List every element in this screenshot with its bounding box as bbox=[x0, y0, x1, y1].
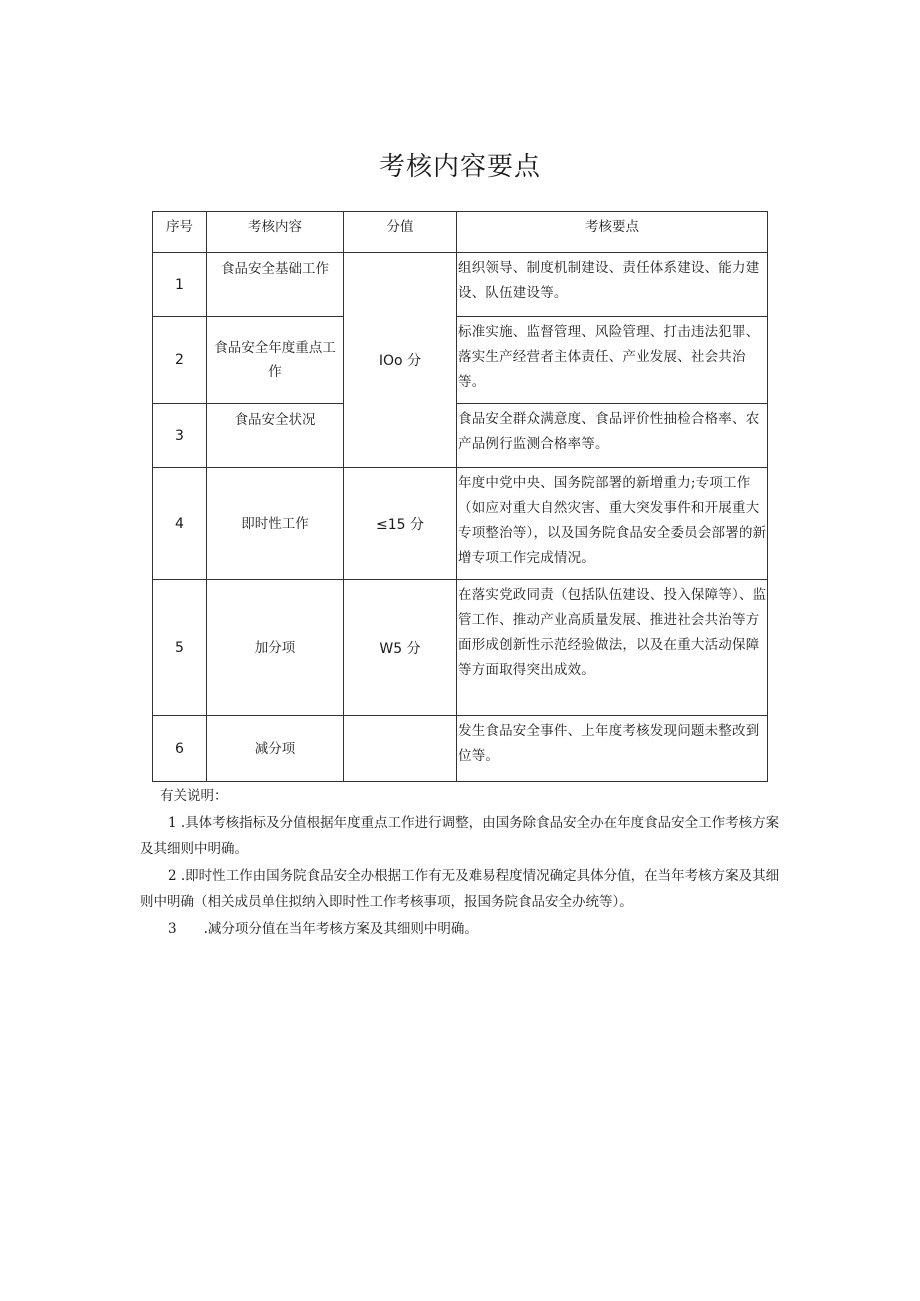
row-score bbox=[344, 716, 457, 782]
row-points: 发生食品安全事件、上年度考核发现问题未整改到位等。 bbox=[457, 716, 768, 782]
note-item: 1 .具体考核指标及分值根据年度重点工作进行调整，由国务除食品安全办在年度食品安全工作考核方案及其细则中明确。 bbox=[140, 814, 780, 857]
row-content: 减分项 bbox=[207, 716, 344, 782]
row-score: W5 分 bbox=[344, 580, 457, 716]
notes-section bbox=[140, 783, 785, 942]
header-score: 分值 bbox=[344, 212, 457, 253]
table-row bbox=[153, 317, 768, 404]
table-header-row bbox=[153, 212, 768, 253]
notes-label: 有关说明： bbox=[160, 788, 228, 804]
row-points: 年度中党中央、国务院部署的新增重力;专项工作（如应对重大自然灾害、重大突发事件和开展重大专项整治等），以及国务院食品安全委员会部署的新增专项工作完成情况。 bbox=[457, 468, 768, 580]
table-row bbox=[153, 716, 768, 782]
page-title: 考核内容要点 bbox=[378, 152, 541, 182]
row-num: 2 bbox=[153, 317, 207, 404]
row-num: 4 bbox=[153, 468, 207, 580]
row-points: 标准实施、监督管理、风险管理、打击违法犯罪、落实生产经营者主体责任、产业发展、社会共治等。 bbox=[457, 317, 768, 404]
row-num: 6 bbox=[153, 716, 207, 782]
header-points: 考核要点 bbox=[457, 212, 768, 253]
header-content: 考核内容 bbox=[207, 212, 344, 253]
assessment-table bbox=[152, 211, 768, 782]
row-num: 1 bbox=[153, 253, 207, 317]
table-row bbox=[153, 580, 768, 716]
row-content: 食品安全基础工作 bbox=[207, 253, 344, 317]
row-points: 食品安全群众满意度、食品评价性抽检合格率、农产品例行监测合格率等。 bbox=[457, 404, 768, 468]
table-row bbox=[153, 468, 768, 580]
row-points: 在落实党政同责（包括队伍建设、投入保障等）、监管工作、推动产业高质量发展、推进社会共治等方面形成创新性示范经验做法，以及在重大活动保障等方面取得突出成效。 bbox=[457, 580, 768, 716]
row-num: 3 bbox=[153, 404, 207, 468]
note-item: 2 .即时性工作由国务院食品安全办根据工作有无及难易程度情况确定具体分值，在当年考核方案及其细则中明确（相关成员单住拟纳入即时性工作考核事项，报国务院食品安全办统等）。 bbox=[140, 867, 780, 910]
row-score: ≤15 分 bbox=[344, 468, 457, 580]
note-item: 3 .减分项分值在当年考核方案及其细则中明确。 bbox=[168, 920, 478, 937]
header-num: 序号 bbox=[153, 212, 207, 253]
row-num: 5 bbox=[153, 580, 207, 716]
row-score-merged: IOo 分 bbox=[344, 253, 457, 468]
row-content: 食品安全年度重点工作 bbox=[207, 317, 344, 404]
table-row bbox=[153, 404, 768, 468]
row-content: 加分项 bbox=[207, 580, 344, 716]
table-row bbox=[153, 253, 768, 317]
row-content: 食品安全状况 bbox=[207, 404, 344, 468]
row-points: 组织领导、制度机制建设、责任体系建设、能力建设、队伍建设等。 bbox=[457, 253, 768, 317]
row-content: 即时性工作 bbox=[207, 468, 344, 580]
